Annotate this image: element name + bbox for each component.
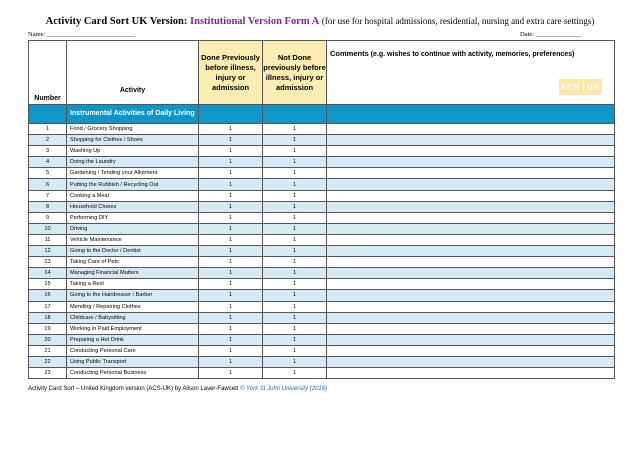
row-number: 22 <box>29 356 67 367</box>
row-not-done-value[interactable]: 1 <box>263 223 327 234</box>
row-activity: Shopping for Clothes / Shoes <box>67 135 199 146</box>
row-not-done-value[interactable]: 1 <box>263 146 327 157</box>
row-comment-cell[interactable] <box>327 246 615 257</box>
row-not-done-value[interactable]: 1 <box>263 279 327 290</box>
row-activity: Food / Grocery Shopping <box>67 124 199 135</box>
row-comment-cell[interactable] <box>327 301 615 312</box>
row-number: 11 <box>29 234 67 245</box>
row-comment-cell[interactable] <box>327 290 615 301</box>
row-comment-cell[interactable] <box>327 201 615 212</box>
table-row <box>29 212 615 223</box>
row-not-done-value[interactable]: 1 <box>263 290 327 301</box>
table-row <box>29 246 615 257</box>
table-row <box>29 323 615 334</box>
row-done-value[interactable]: 1 <box>199 168 263 179</box>
row-number: 13 <box>29 257 67 268</box>
row-comment-cell[interactable] <box>327 279 615 290</box>
table-row <box>29 356 615 367</box>
row-not-done-value[interactable]: 1 <box>263 334 327 345</box>
row-number: 10 <box>29 223 67 234</box>
table-row <box>29 234 615 245</box>
row-activity: Preparing a Hot Drink <box>67 334 199 345</box>
row-comment-cell[interactable] <box>327 223 615 234</box>
row-number: 8 <box>29 201 67 212</box>
footer <box>28 386 327 392</box>
row-number: 16 <box>29 290 67 301</box>
activity-table <box>28 40 615 379</box>
row-done-value[interactable]: 1 <box>199 124 263 135</box>
row-not-done-value[interactable]: 1 <box>263 323 327 334</box>
table-row <box>29 301 615 312</box>
date-field[interactable]: Date: ______________ <box>520 31 582 38</box>
row-activity: Going to the Hairdresser / Barber <box>67 290 199 301</box>
row-comment-cell[interactable] <box>327 146 615 157</box>
row-number: 18 <box>29 312 67 323</box>
row-done-value[interactable]: 1 <box>199 312 263 323</box>
table-header-row <box>29 41 615 105</box>
row-activity: Working in Paid Employment <box>67 323 199 334</box>
row-activity: Household Chores <box>67 201 199 212</box>
row-done-value[interactable]: 1 <box>199 157 263 168</box>
row-not-done-value[interactable]: 1 <box>263 246 327 257</box>
table-row <box>29 279 615 290</box>
table-row <box>29 312 615 323</box>
row-not-done-value[interactable]: 1 <box>263 234 327 245</box>
row-not-done-value[interactable]: 1 <box>263 179 327 190</box>
row-activity: Mending / Repairing Clothes <box>67 301 199 312</box>
row-done-value[interactable]: 1 <box>199 179 263 190</box>
table-row <box>29 157 615 168</box>
title-main: Activity Card Sort UK Version: <box>45 16 188 27</box>
table-row <box>29 290 615 301</box>
table-row <box>29 168 615 179</box>
row-number: 4 <box>29 157 67 168</box>
row-activity: Performing DIY <box>67 212 199 223</box>
row-activity: Cooking a Meal <box>67 190 199 201</box>
row-not-done-value[interactable]: 1 <box>263 190 327 201</box>
row-not-done-value[interactable]: 1 <box>263 168 327 179</box>
row-done-value[interactable]: 1 <box>199 146 263 157</box>
row-done-value[interactable]: 1 <box>199 356 263 367</box>
row-comment-cell[interactable] <box>327 323 615 334</box>
row-not-done-value[interactable]: 1 <box>263 257 327 268</box>
name-field[interactable]: Name: ___________________________ <box>28 31 135 38</box>
row-done-value[interactable]: 1 <box>199 190 263 201</box>
section-label: Instrumental Activities of Daily Living <box>67 105 199 124</box>
row-done-value[interactable]: 1 <box>199 334 263 345</box>
row-comment-cell[interactable] <box>327 135 615 146</box>
row-number: 5 <box>29 168 67 179</box>
row-not-done-value[interactable]: 1 <box>263 356 327 367</box>
row-activity: Managing Financial Matters <box>67 268 199 279</box>
activity-rows <box>29 124 615 379</box>
row-number: 2 <box>29 135 67 146</box>
row-activity: Using Public Transport <box>67 356 199 367</box>
title-form: Institutional Version Form A <box>190 16 320 27</box>
row-activity: Gardening / Tending your Allotment <box>67 168 199 179</box>
row-number: 15 <box>29 279 67 290</box>
row-comment-cell[interactable] <box>327 157 615 168</box>
row-activity: Conducting Personal Care <box>67 345 199 356</box>
table-row <box>29 268 615 279</box>
row-done-value[interactable]: 1 <box>199 301 263 312</box>
row-done-value[interactable]: 1 <box>199 368 263 379</box>
title-description: (for use for hospital admissions, residential, nursing and extra care settings) <box>321 16 595 26</box>
table-row <box>29 146 615 157</box>
row-number: 20 <box>29 334 67 345</box>
row-not-done-value[interactable]: 1 <box>263 268 327 279</box>
row-not-done-value[interactable]: 1 <box>263 124 327 135</box>
column-header-activity: Activity <box>67 41 199 105</box>
row-comment-cell[interactable] <box>327 356 615 367</box>
row-comment-cell[interactable] <box>327 124 615 135</box>
table-row <box>29 135 615 146</box>
row-not-done-value[interactable]: 1 <box>263 135 327 146</box>
row-activity: Putting the Rubbish / Recycling Out <box>67 179 199 190</box>
row-activity: Vehicle Maintenance <box>67 234 199 245</box>
row-done-value[interactable]: 1 <box>199 290 263 301</box>
row-comment-cell[interactable] <box>327 268 615 279</box>
row-comment-cell[interactable] <box>327 345 615 356</box>
footer-copyright: © York St John University (2018) <box>240 386 328 392</box>
table-row <box>29 223 615 234</box>
table-row <box>29 345 615 356</box>
row-comment-cell[interactable] <box>327 234 615 245</box>
row-number: 3 <box>29 146 67 157</box>
document-title <box>0 16 640 27</box>
row-done-value[interactable]: 1 <box>199 201 263 212</box>
row-not-done-value[interactable]: 1 <box>263 301 327 312</box>
row-activity: Taking Care of Pets <box>67 257 199 268</box>
row-comment-cell[interactable] <box>327 334 615 345</box>
row-number: 19 <box>29 323 67 334</box>
row-activity: Washing Up <box>67 146 199 157</box>
row-number: 14 <box>29 268 67 279</box>
row-activity: Taking a Rest <box>67 279 199 290</box>
table-row <box>29 201 615 212</box>
row-comment-cell[interactable] <box>327 312 615 323</box>
row-not-done-value[interactable]: 1 <box>263 345 327 356</box>
column-header-done: Done Previously before illness, injury or admission <box>199 41 263 105</box>
row-number: 6 <box>29 179 67 190</box>
table-row <box>29 124 615 135</box>
row-done-value[interactable]: 1 <box>199 345 263 356</box>
row-comment-cell[interactable] <box>327 168 615 179</box>
row-done-value[interactable]: 1 <box>199 323 263 334</box>
row-done-value[interactable]: 1 <box>199 223 263 234</box>
row-done-value[interactable]: 1 <box>199 246 263 257</box>
comments-hint: (e.g. wishes to continue with activity, memories, preferences) <box>370 51 575 58</box>
footer-text: Activity Card Sort – United Kingdom version (ACS-UK) by Alison Laver-Fawcett <box>28 386 239 392</box>
row-comment-cell[interactable] <box>327 190 615 201</box>
row-comment-cell[interactable] <box>327 368 615 379</box>
row-activity: Doing the Laundry <box>67 157 199 168</box>
table-row <box>29 179 615 190</box>
row-done-value[interactable]: 1 <box>199 234 263 245</box>
row-comment-cell[interactable] <box>327 179 615 190</box>
row-done-value[interactable]: 1 <box>199 212 263 223</box>
row-number: 9 <box>29 212 67 223</box>
row-number: 23 <box>29 368 67 379</box>
row-not-done-value[interactable]: 1 <box>263 312 327 323</box>
row-number: 21 <box>29 345 67 356</box>
row-not-done-value[interactable]: 1 <box>263 212 327 223</box>
row-not-done-value[interactable]: 1 <box>263 201 327 212</box>
column-header-comments <box>327 41 615 105</box>
column-header-not-done: Not Done previously before illness, injury or admission <box>263 41 327 105</box>
table-row <box>29 257 615 268</box>
comments-label: Comments <box>330 49 369 58</box>
section-row <box>29 105 615 124</box>
row-comment-cell[interactable] <box>327 212 615 223</box>
row-done-value[interactable]: 1 <box>199 279 263 290</box>
row-number: 17 <box>29 301 67 312</box>
row-done-value[interactable]: 1 <box>199 257 263 268</box>
row-not-done-value[interactable]: 1 <box>263 368 327 379</box>
table-row <box>29 368 615 379</box>
row-done-value[interactable]: 1 <box>199 268 263 279</box>
acs-uk-logo: ACS UK <box>559 79 602 95</box>
row-activity: Driving <box>67 223 199 234</box>
column-header-number: Number <box>29 41 67 105</box>
row-activity: Conducting Personal Business <box>67 368 199 379</box>
row-not-done-value[interactable]: 1 <box>263 157 327 168</box>
row-number: 1 <box>29 124 67 135</box>
row-done-value[interactable]: 1 <box>199 135 263 146</box>
row-comment-cell[interactable] <box>327 257 615 268</box>
row-activity: Childcare / Babysitting <box>67 312 199 323</box>
row-number: 12 <box>29 246 67 257</box>
table-row <box>29 334 615 345</box>
row-activity: Going to the Doctor / Dentist <box>67 246 199 257</box>
row-number: 7 <box>29 190 67 201</box>
table-row <box>29 190 615 201</box>
